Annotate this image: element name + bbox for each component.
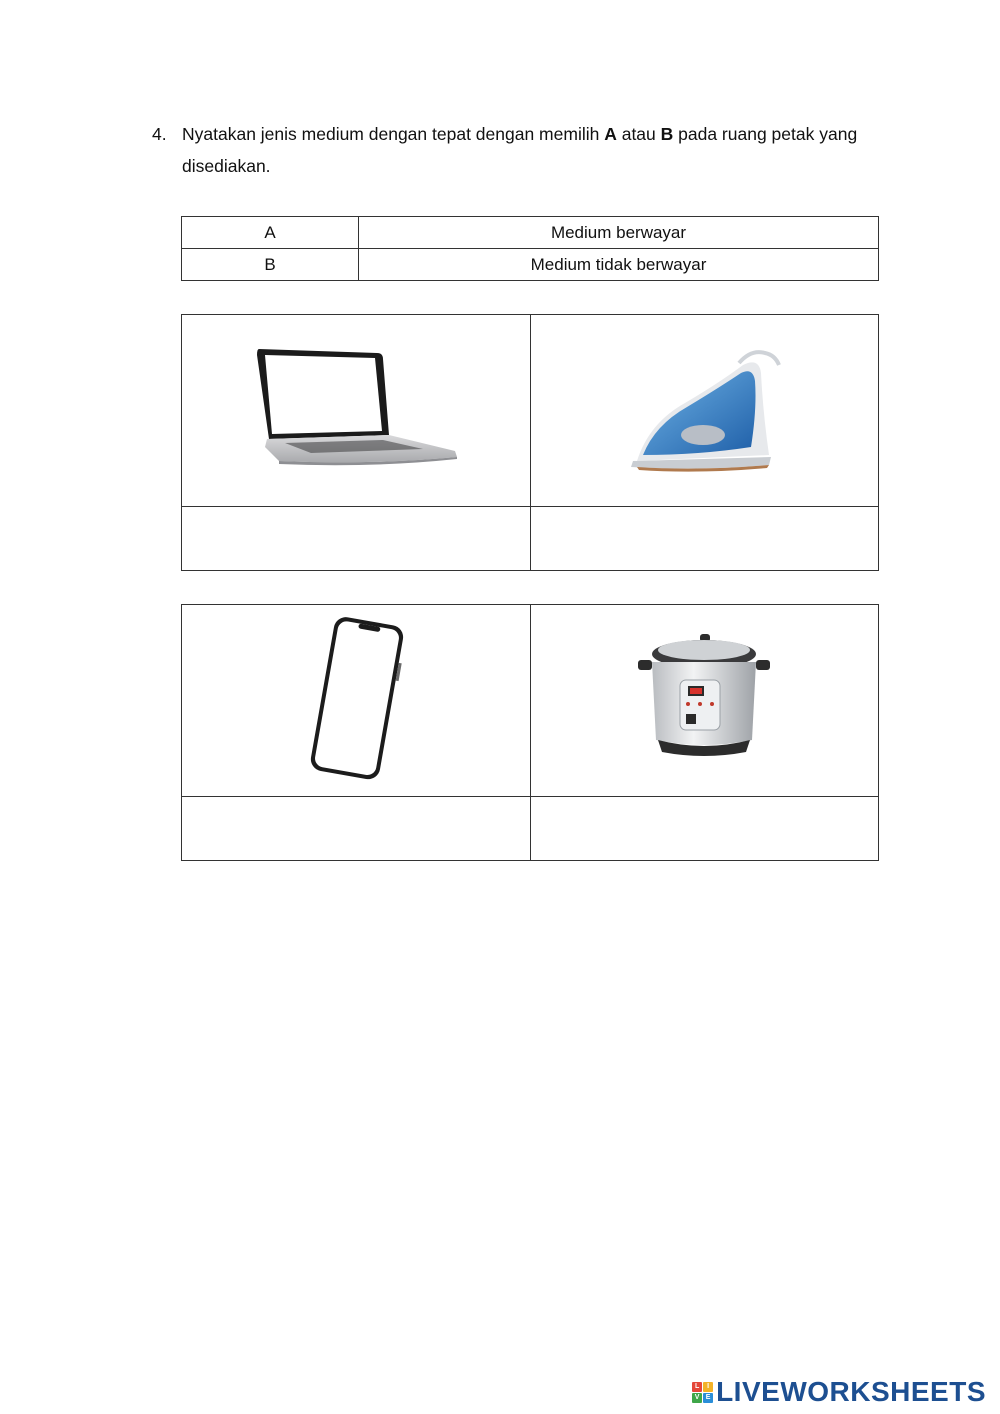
question-text-part1: Nyatakan jenis medium dengan tepat dengan memilih — [182, 124, 605, 144]
legend-value: Medium tidak berwayar — [359, 249, 879, 281]
answer-cell[interactable] — [530, 797, 879, 861]
logo-mark-icon — [692, 1382, 713, 1403]
item-grid-2 — [181, 604, 879, 861]
option-a-bold: A — [604, 124, 617, 144]
rice-cooker-icon — [634, 628, 774, 768]
answer-input[interactable] — [531, 797, 879, 860]
brand-name: LIVEWORKSHEETS — [716, 1376, 986, 1407]
laptop-icon — [251, 343, 461, 473]
answer-input[interactable] — [531, 507, 879, 570]
question-number: 4. — [152, 124, 167, 144]
answer-cell[interactable] — [182, 507, 531, 571]
answer-input[interactable] — [182, 507, 530, 570]
item-image-cell — [530, 605, 879, 797]
legend-row — [182, 249, 879, 281]
item-grid-1 — [181, 314, 879, 571]
question — [152, 118, 882, 182]
smartphone-icon — [296, 616, 416, 780]
logo-letter: E — [703, 1393, 713, 1403]
legend-key: A — [182, 217, 359, 249]
question-text-part2: atau — [616, 124, 661, 144]
logo-letter: I — [703, 1382, 713, 1392]
legend-table — [181, 216, 879, 281]
answer-cell[interactable] — [530, 507, 879, 571]
question-text — [182, 118, 882, 182]
answer-input[interactable] — [182, 797, 530, 860]
item-image-cell — [182, 605, 531, 797]
liveworksheets-logo — [692, 1376, 986, 1408]
item-image-cell — [182, 315, 531, 507]
clothes-iron-icon — [619, 343, 789, 473]
logo-letter: L — [692, 1382, 702, 1392]
legend-value: Medium berwayar — [359, 217, 879, 249]
answer-cell[interactable] — [182, 797, 531, 861]
question-text-part3: pada ruang petak yang disediakan. — [182, 124, 858, 176]
option-b-bold: B — [660, 124, 674, 144]
logo-letter: V — [692, 1393, 702, 1403]
legend-row — [182, 217, 879, 249]
item-image-cell — [530, 315, 879, 507]
legend-key: B — [182, 249, 359, 281]
